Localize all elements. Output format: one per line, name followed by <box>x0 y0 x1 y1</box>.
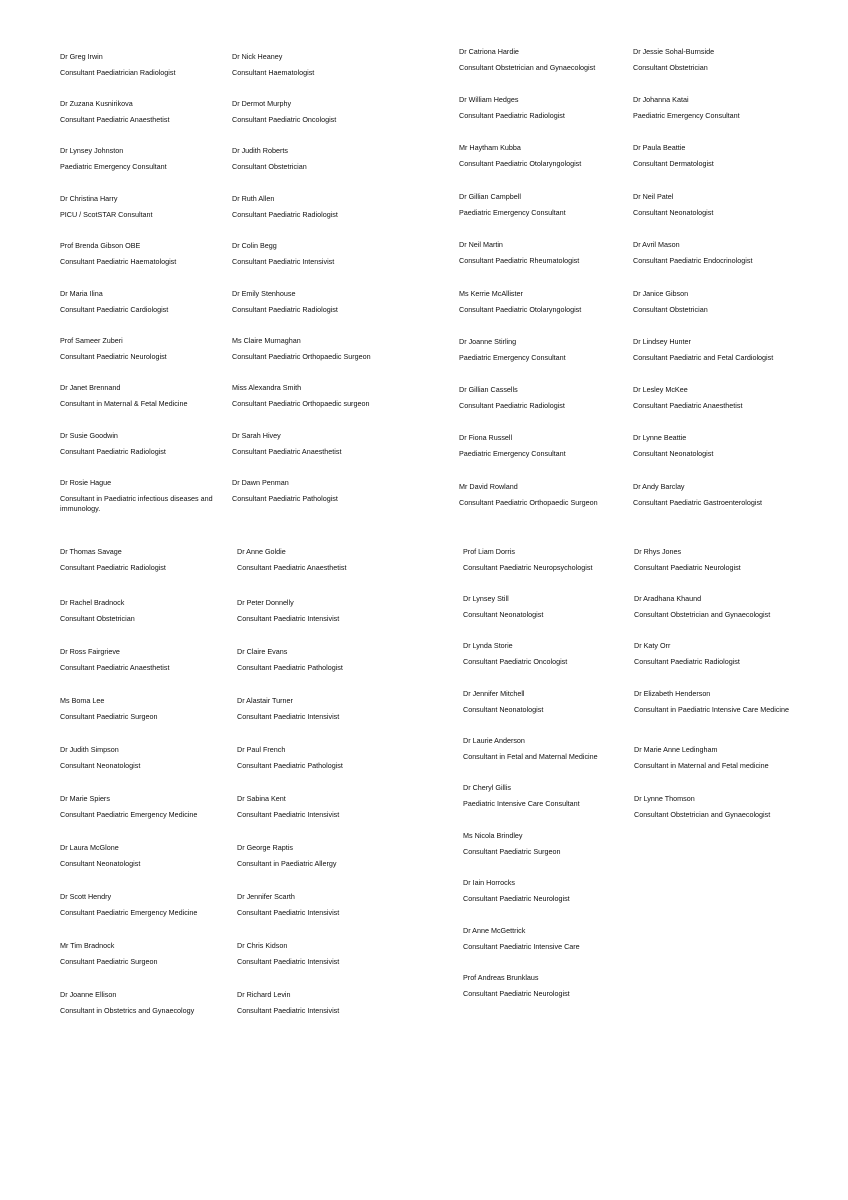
staff-name: Dr Laura McGlone <box>60 843 119 852</box>
staff-entry <box>232 383 400 409</box>
staff-title: Paediatric Emergency Consultant <box>633 111 740 120</box>
staff-title: Consultant Paediatric Cardiologist <box>60 305 169 314</box>
staff-entry <box>459 192 627 218</box>
staff-entry <box>633 240 801 266</box>
staff-entry <box>60 289 228 315</box>
staff-title: Consultant Paediatric Otolaryngologist <box>459 159 582 168</box>
staff-entry <box>232 478 400 504</box>
staff-title: Consultant Paediatrician Radiologist <box>60 68 176 77</box>
staff-title: Consultant Paediatric Surgeon <box>463 847 561 856</box>
staff-title: Consultant Paediatric Neuropsychologist <box>463 563 593 572</box>
staff-name: Dr Thomas Savage <box>60 547 122 556</box>
staff-title: Consultant Paediatric Anaesthetist <box>237 563 347 572</box>
staff-name: Dr Scott Hendry <box>60 892 112 901</box>
staff-title: Consultant Neonatologist <box>60 761 141 770</box>
staff-entry <box>237 990 405 1016</box>
staff-name: Dr Anne Goldie <box>237 547 286 556</box>
staff-name: Dr Joanne Ellison <box>60 990 117 999</box>
staff-entry <box>60 696 228 722</box>
staff-entry <box>60 383 228 409</box>
staff-name: Dr Nick Heaney <box>232 52 283 61</box>
staff-title: Consultant in Paediatric Allergy <box>237 859 337 868</box>
staff-title: Consultant Haematologist <box>232 68 315 77</box>
staff-title: Consultant Paediatric Intensivist <box>237 614 340 623</box>
staff-entry <box>463 926 631 952</box>
staff-entry <box>60 892 228 918</box>
staff-name: Dr Lynsey Johnston <box>60 146 124 155</box>
staff-entry <box>60 431 228 457</box>
staff-name: Dr Gillian Cassells <box>459 385 518 394</box>
staff-name: Dr Anne McGettrick <box>463 926 526 935</box>
staff-title: Consultant Paediatric Oncologist <box>232 115 337 124</box>
staff-name: Ms Claire Murnaghan <box>232 336 301 345</box>
staff-title: Consultant Paediatric Neurologist <box>463 894 570 903</box>
staff-entry <box>232 194 400 220</box>
staff-entry <box>459 385 627 411</box>
staff-entry <box>633 143 801 169</box>
staff-entry <box>459 337 627 363</box>
staff-name: Dr Johanna Katai <box>633 95 689 104</box>
staff-name: Dr Ross Fairgrieve <box>60 647 120 656</box>
staff-entry <box>232 99 400 125</box>
staff-entry <box>633 385 801 411</box>
staff-title: Consultant Paediatric Intensive Care <box>463 942 580 951</box>
staff-entry <box>60 647 228 673</box>
staff-name: Dr Rhys Jones <box>634 547 682 556</box>
staff-title: Consultant Paediatric Oncologist <box>463 657 568 666</box>
staff-name: Dr Jennifer Mitchell <box>463 689 525 698</box>
staff-entry <box>633 433 801 459</box>
staff-entry <box>634 547 802 573</box>
staff-name: Dr Lynne Beattie <box>633 433 687 442</box>
staff-name: Dr Rachel Bradnock <box>60 598 125 607</box>
staff-entry <box>60 146 228 172</box>
staff-entry <box>459 289 627 315</box>
staff-name: Dr Fiona Russell <box>459 433 513 442</box>
staff-entry <box>463 973 631 999</box>
staff-entry <box>237 794 405 820</box>
staff-entry <box>463 641 631 667</box>
staff-entry <box>237 745 405 771</box>
staff-name: Dr Lesley McKee <box>633 385 688 394</box>
staff-entry <box>633 337 801 363</box>
staff-name: Dr Claire Evans <box>237 647 288 656</box>
staff-title: Paediatric Intensive Care Consultant <box>463 799 580 808</box>
staff-name: Prof Brenda Gibson OBE <box>60 241 141 250</box>
staff-entry <box>634 689 802 715</box>
staff-name: Dr Lindsey Hunter <box>633 337 691 346</box>
staff-title: Paediatric Emergency Consultant <box>459 449 566 458</box>
staff-title: Consultant in Obstetrics and Gynaecology <box>60 1006 195 1015</box>
staff-name: Dr Zuzana Kusnirikova <box>60 99 133 108</box>
staff-name: Mr Tim Bradnock <box>60 941 115 950</box>
staff-name: Prof Liam Dorris <box>463 547 515 556</box>
staff-title: Consultant Paediatric Radiologist <box>60 447 166 456</box>
staff-name: Dr Avril Mason <box>633 240 680 249</box>
staff-name: Dr Paul French <box>237 745 286 754</box>
staff-title: Consultant in Paediatric Intensive Care Medicine <box>634 705 790 714</box>
staff-name: Dr Maria Ilina <box>60 289 103 298</box>
staff-name: Dr Gillian Campbell <box>459 192 521 201</box>
staff-entry <box>232 241 400 267</box>
staff-entry <box>60 745 228 771</box>
staff-name: Dr Janice Gibson <box>633 289 689 298</box>
staff-name: Dr Iain Horrocks <box>463 878 515 887</box>
staff-name: Dr Dawn Penman <box>232 478 289 487</box>
staff-entry <box>232 52 400 78</box>
staff-title: Consultant Paediatric Neurologist <box>463 989 570 998</box>
staff-title: Consultant Paediatric Pathologist <box>232 494 338 503</box>
staff-entry <box>237 941 405 967</box>
staff-entry <box>459 240 627 266</box>
staff-title: Consultant Paediatric Surgeon <box>60 712 158 721</box>
staff-name: Dr Marie Spiers <box>60 794 110 803</box>
staff-name: Dr Lynsey Still <box>463 594 509 603</box>
staff-title: Consultant Obstetrician and Gynaecologist <box>634 610 771 619</box>
staff-name: Dr Neil Patel <box>633 192 674 201</box>
staff-entry <box>60 547 228 573</box>
staff-title: Consultant Paediatric Orthopaedic Surgeon <box>232 352 371 361</box>
staff-name: Dr Colin Begg <box>232 241 277 250</box>
staff-entry <box>60 941 228 967</box>
staff-entry <box>463 547 631 573</box>
staff-entry <box>634 641 802 667</box>
staff-name: Dr Jennifer Scarth <box>237 892 295 901</box>
staff-name: Mr Haytham Kubba <box>459 143 521 152</box>
staff-name: Dr Cheryl Gillis <box>463 783 511 792</box>
staff-title: Consultant Paediatric Otolaryngologist <box>459 305 582 314</box>
staff-title: Consultant Paediatric Gastroenterologist <box>633 498 763 507</box>
staff-name: Miss Alexandra Smith <box>232 383 302 392</box>
staff-title: Consultant Paediatric Radiologist <box>459 401 565 410</box>
staff-entry <box>459 433 627 459</box>
staff-entry <box>60 843 228 869</box>
staff-entry <box>463 783 631 809</box>
staff-name: Dr Chris Kidson <box>237 941 288 950</box>
staff-entry <box>60 598 228 624</box>
staff-title: Consultant Obstetrician <box>232 162 307 171</box>
staff-title: Consultant Paediatric Orthopaedic Surgeon <box>459 498 598 507</box>
staff-name: Prof Sameer Zuberi <box>60 336 123 345</box>
staff-entry <box>60 194 228 220</box>
staff-entry <box>237 598 405 624</box>
staff-name: Dr Neil Martin <box>459 240 503 249</box>
staff-name: Dr Christina Harry <box>60 194 118 203</box>
staff-name: Dr Janet Brennand <box>60 383 121 392</box>
staff-entry <box>463 831 631 857</box>
staff-title: Consultant Neonatologist <box>60 859 141 868</box>
staff-title: Consultant Paediatric and Fetal Cardiologist <box>633 353 774 362</box>
staff-title: Consultant Paediatric Endocrinologist <box>633 256 753 265</box>
staff-title: Consultant Dermatologist <box>633 159 714 168</box>
staff-name: Dr Susie Goodwin <box>60 431 118 440</box>
staff-title: Consultant Paediatric Intensivist <box>237 712 340 721</box>
staff-title: Consultant in Paediatric infectious diseases and immunology. <box>60 494 213 513</box>
staff-title: Consultant Paediatric Pathologist <box>237 761 343 770</box>
staff-title: Paediatric Emergency Consultant <box>459 353 566 362</box>
staff-entry <box>232 431 400 457</box>
staff-entry <box>463 594 631 620</box>
staff-title: Paediatric Emergency Consultant <box>60 162 167 171</box>
staff-name: Dr Judith Roberts <box>232 146 288 155</box>
staff-title: Consultant Paediatric Radiologist <box>459 111 565 120</box>
staff-title: Consultant Neonatologist <box>633 208 714 217</box>
staff-entry <box>459 47 627 73</box>
staff-entry <box>237 647 405 673</box>
staff-name: Dr Alastair Turner <box>237 696 293 705</box>
staff-name: Mr David Rowland <box>459 482 518 491</box>
staff-title: Consultant Paediatric Orthopaedic surgeon <box>232 399 370 408</box>
staff-title: Consultant Paediatric Radiologist <box>60 563 166 572</box>
staff-name: Dr George Raptis <box>237 843 293 852</box>
staff-entry <box>634 594 802 620</box>
staff-title: Consultant Paediatric Intensivist <box>237 810 340 819</box>
staff-title: Consultant Paediatric Intensivist <box>232 257 335 266</box>
staff-entry <box>60 241 228 267</box>
staff-title: Consultant Obstetrician and Gynaecologist <box>459 63 596 72</box>
staff-entry <box>463 689 631 715</box>
staff-title: Consultant Neonatologist <box>633 449 714 458</box>
staff-entry <box>237 696 405 722</box>
staff-title: Consultant Paediatric Intensivist <box>237 908 340 917</box>
staff-title: Consultant Paediatric Intensivist <box>237 1006 340 1015</box>
staff-title: Consultant Paediatric Haematologist <box>60 257 177 266</box>
staff-name: Dr Jessie Sohal-Burnside <box>633 47 715 56</box>
staff-title: Consultant Paediatric Radiologist <box>232 305 338 314</box>
staff-name: Dr Catriona Hardie <box>459 47 519 56</box>
staff-entry <box>60 794 228 820</box>
staff-title: Consultant Obstetrician <box>633 63 708 72</box>
staff-name: Dr Ruth Allen <box>232 194 275 203</box>
staff-entry <box>459 95 627 121</box>
staff-title: Consultant Obstetrician <box>633 305 708 314</box>
staff-title: Consultant in Maternal & Fetal Medicine <box>60 399 188 408</box>
staff-title: Consultant Paediatric Radiologist <box>232 210 338 219</box>
staff-name: Dr Judith Simpson <box>60 745 119 754</box>
staff-entry <box>633 482 801 508</box>
staff-entry <box>60 52 228 78</box>
staff-title: Consultant Paediatric Anaesthetist <box>232 447 342 456</box>
staff-entry <box>237 892 405 918</box>
staff-entry <box>633 289 801 315</box>
staff-entry <box>60 336 228 362</box>
staff-title: Consultant in Maternal and Fetal medicine <box>634 761 769 770</box>
staff-name: Dr Andy Barclay <box>633 482 685 491</box>
staff-name: Dr Peter Donnelly <box>237 598 294 607</box>
staff-name: Ms Kerrie McAllister <box>459 289 523 298</box>
staff-entry <box>60 990 228 1016</box>
staff-entry <box>60 478 228 514</box>
staff-name: Dr Lynda Storie <box>463 641 513 650</box>
staff-title: PICU / ScotSTAR Consultant <box>60 210 153 219</box>
staff-name: Dr Greg Irwin <box>60 52 103 61</box>
staff-name: Prof Andreas Brunklaus <box>463 973 539 982</box>
staff-entry <box>237 547 405 573</box>
staff-entry <box>633 192 801 218</box>
staff-entry <box>60 99 228 125</box>
staff-name: Ms Boma Lee <box>60 696 105 705</box>
staff-title: Consultant Paediatric Rheumatologist <box>459 256 580 265</box>
staff-title: Consultant Paediatric Surgeon <box>60 957 158 966</box>
staff-name: Dr Aradhana Khaund <box>634 594 702 603</box>
staff-entry <box>459 482 627 508</box>
staff-title: Consultant Paediatric Intensivist <box>237 957 340 966</box>
staff-entry <box>459 143 627 169</box>
staff-name: Dr Sarah Hivey <box>232 431 281 440</box>
staff-name: Dr Rosie Hague <box>60 478 112 487</box>
staff-name: Dr Joanne Stirling <box>459 337 517 346</box>
staff-name: Dr Marie Anne Ledingham <box>634 745 718 754</box>
staff-title: Consultant Paediatric Emergency Medicine <box>60 908 198 917</box>
staff-name: Dr Lynne Thomson <box>634 794 695 803</box>
staff-name: Dr Sabina Kent <box>237 794 286 803</box>
staff-title: Consultant Paediatric Anaesthetist <box>60 115 170 124</box>
staff-name: Dr Richard Levin <box>237 990 291 999</box>
staff-title: Consultant Obstetrician <box>60 614 135 623</box>
staff-name: Dr Elizabeth Henderson <box>634 689 711 698</box>
staff-entry <box>633 47 801 73</box>
staff-entry <box>634 745 802 771</box>
staff-entry <box>463 878 631 904</box>
staff-title: Consultant Paediatric Neurologist <box>60 352 167 361</box>
staff-title: Paediatric Emergency Consultant <box>459 208 566 217</box>
staff-title: Consultant in Fetal and Maternal Medicine <box>463 752 598 761</box>
staff-title: Consultant Paediatric Pathologist <box>237 663 343 672</box>
staff-name: Dr William Hedges <box>459 95 519 104</box>
staff-title: Consultant Paediatric Anaesthetist <box>60 663 170 672</box>
staff-entry <box>633 95 801 121</box>
staff-title: Consultant Neonatologist <box>463 610 544 619</box>
staff-title: Consultant Paediatric Radiologist <box>634 657 740 666</box>
staff-name: Ms Nicola Brindley <box>463 831 523 840</box>
staff-title: Consultant Obstetrician and Gynaecologist <box>634 810 771 819</box>
staff-title: Consultant Neonatologist <box>463 705 544 714</box>
staff-title: Consultant Paediatric Neurologist <box>634 563 741 572</box>
staff-name: Dr Dermot Murphy <box>232 99 292 108</box>
staff-entry <box>463 736 631 762</box>
staff-entry <box>232 336 400 362</box>
staff-name: Dr Emily Stenhouse <box>232 289 296 298</box>
staff-name: Dr Katy Orr <box>634 641 671 650</box>
staff-name: Dr Paula Beattie <box>633 143 686 152</box>
staff-title: Consultant Paediatric Anaesthetist <box>633 401 743 410</box>
staff-entry <box>232 146 400 172</box>
staff-name: Dr Laurie Anderson <box>463 736 525 745</box>
staff-entry <box>634 794 802 820</box>
staff-entry <box>237 843 405 869</box>
staff-entry <box>232 289 400 315</box>
staff-title: Consultant Paediatric Emergency Medicine <box>60 810 198 819</box>
